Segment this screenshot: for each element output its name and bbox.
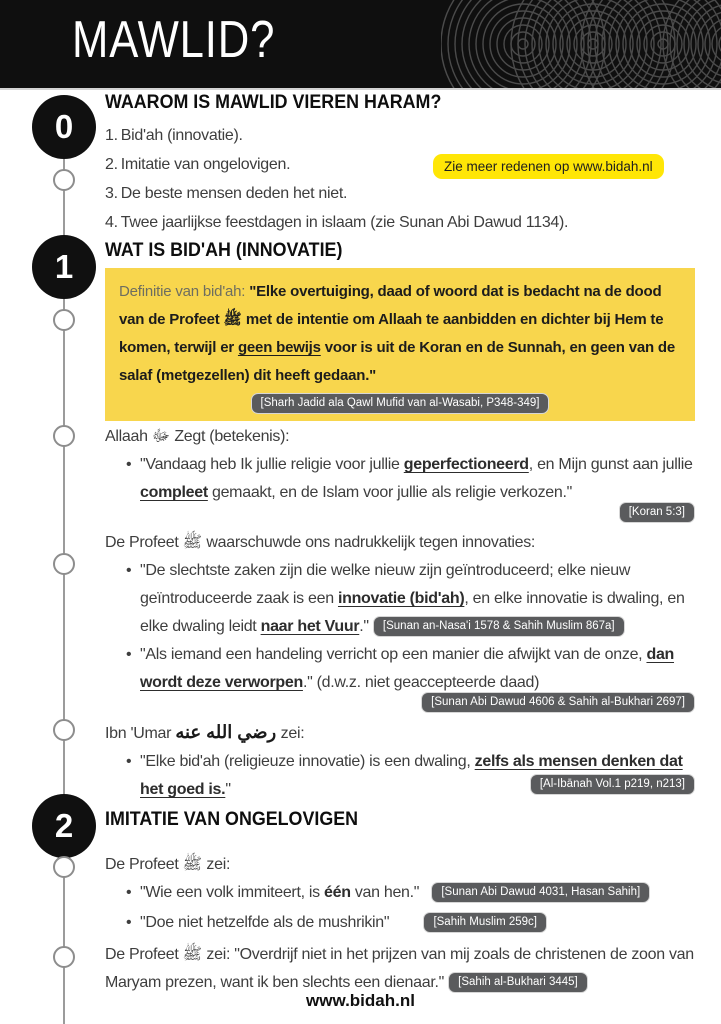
prophet-said-line: De Profeet ﷺ zei: [105,856,231,873]
quote-underline: zelfs als mensen denken dat het goed is. [140,753,683,798]
definition-quote: "Elke overtuiging, daad of woord dat is bedacht na de dood van de Profeet ﷺ met de intentie om Allaah te aanbidden en dichter bij Hem te komen, terwijl er [119,283,664,356]
quote-text: van hen." [350,884,424,901]
quote-text: "Wie een volk immiteert, is [140,884,324,901]
quote-underline: dan wordt deze verworpen [140,646,675,691]
list-number: 2. [105,156,118,173]
citation-badge: [Sharh Jadid ala Qawl Mufid van al-Wasabi, P348-349] [251,393,550,414]
milestone-number: 2 [54,807,74,844]
website-footer: www.bidah.nl [306,991,415,1010]
list-item [105,208,695,237]
list-text: Imitatie van ongelovigen. [120,156,291,173]
citation-badge: [Sunan an-Nasa'i 1578 & Sahih Muslim 867a] [373,616,625,637]
section0-title: WAAROM IS MAWLID VIEREN HARAM? [105,92,442,113]
list-number: 1. [105,127,118,144]
speaker-text: zei: [276,725,305,742]
quote-text: De Profeet ﷺ zei: "Overdrijf niet in het prijzen van mij zoals de christenen de zoon van Maryam prezen, want ik ben slechts een dienaar." [105,946,694,991]
speaker-text: Ibn 'Umar [105,725,176,742]
quote-text: "Elke bid'ah (religieuze innovatie) is een dwaling, [140,753,475,770]
timeline-dot [53,425,75,447]
quote-text: , en Mijn gunst aan jullie [528,456,693,473]
quote-koran [105,451,695,507]
definition-label: Definitie van bid'ah: [119,283,250,300]
list-text: Bid'ah (innovatie). [120,127,243,144]
quote-underline: compleet [140,484,208,501]
quote-text: "Vandaag heb Ik jullie religie voor jullie [140,456,404,473]
more-reasons-highlight: Zie meer redenen op www.bidah.nl [433,154,664,179]
quote-bold: één [324,884,351,901]
timeline-dot [53,946,75,968]
quote-text: "Als iemand een handeling verricht op een manier die afwijkt van de onze, [140,646,647,663]
timeline-milestone-0 [32,95,96,159]
arabic-honorific: رضي الله عنه [175,722,277,742]
definition-box [105,268,695,421]
quote-underline: innovatie (bid'ah) [337,590,465,607]
quote-text: "Doe niet hetzelfde als de mushrikin" [140,914,394,931]
section2-title: IMITATIE VAN ONGELOVIGEN [105,809,359,830]
content-column [105,0,695,1024]
citation-badge: [Sunan Abi Dawud 4031, Hasan Sahih] [431,882,650,903]
prophet-warned-line: De Profeet ﷺ waarschuwde ons nadrukkelijk tegen innovaties: [105,534,536,551]
section1-title: WAT IS BID'AH (INNOVATIE) [105,240,343,261]
quote-imitates [105,879,695,907]
list-item [105,179,695,208]
page-title: MAWLID? [72,11,276,69]
quote-underline: naar het Vuur [260,618,360,635]
quote-text: "De slechtste zaken zijn die welke nieuw zijn geïntroduceerd; elke nieuw geïntroduceerde zaak is een [140,562,631,607]
timeline-dot [53,169,75,191]
milestone-number: 0 [54,108,74,145]
timeline-dot [53,309,75,331]
quote-text: ." [359,618,373,635]
quote-text: " [225,781,231,798]
timeline-milestone-1 [32,235,96,299]
definition-underline: geen bewijs [237,339,321,356]
quote-exaggerate-praise [105,941,695,997]
timeline-dot [53,719,75,741]
list-number: 3. [105,185,118,202]
citation-badge: [Sunan Abi Dawud 4606 & Sahih al-Bukhari 2697] [421,692,695,713]
citation-badge: [Al-Ibānah Vol.1 p219, n213] [530,774,695,795]
citation-row [119,393,681,414]
quote-text: ." (d.w.z. niet geaccepteerde daad) [302,674,540,691]
quote-rejected-deed [105,641,695,697]
quote-innovation [105,557,695,641]
allah-says-line: Allaah ﷻ Zegt (betekenis): [105,428,290,445]
timeline-milestone-2 [32,794,96,858]
citation-badge: [Koran 5:3] [619,502,695,523]
quote-text: gemaakt, en de Islam voor jullie als religie verkozen." [207,484,573,501]
list-item [105,121,695,150]
citation-badge: [Sahih Muslim 259c] [423,912,547,933]
reasons-list [105,121,695,237]
timeline-dot [53,553,75,575]
timeline-dot [53,856,75,878]
citation-badge: [Sahih al-Bukhari 3445] [448,972,588,993]
quote-underline: geperfectioneerd [403,456,529,473]
list-text: Twee jaarlijkse feestdagen in islaam (zie Sunan Abi Dawud 1134). [120,214,569,231]
quote-text: , en elke innovatie is dwaling, en elke dwaling leidt [140,590,685,635]
definition-quote: voor is uit de Koran en de Sunnah, en geen van de salaf (metgezellen) dit heeft gedaan." [119,339,676,384]
definition-text [119,278,681,390]
list-text: De beste mensen deden het niet. [120,185,348,202]
quote-mushrikin [105,909,695,937]
milestone-number: 1 [54,248,74,285]
list-number: 4. [105,214,118,231]
ibn-umar-line [105,718,695,748]
